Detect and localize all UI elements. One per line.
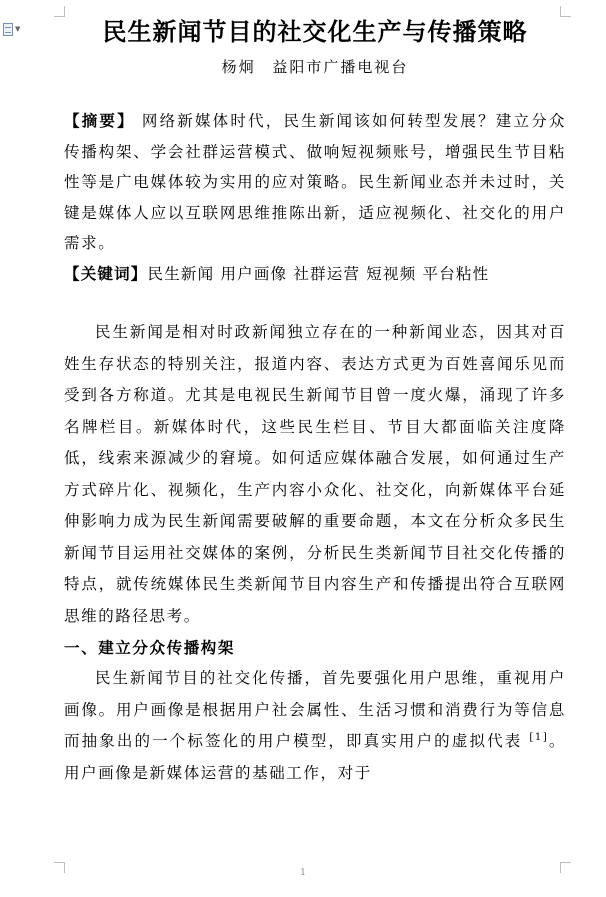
section-text-part-2: 。用户画像是新媒体运营的基础工作，对于	[64, 732, 566, 782]
citation-marker[interactable]: [1]	[529, 732, 549, 743]
intro-paragraph: 民生新闻是相对时政新闻独立存在的一种新闻业态，因其对百姓生存状态的特别关注，报道内容、表达方式更为百姓喜闻乐见而受到各方称道。尤其是电视民生新闻节目曾一度火爆，涌现了许多名牌栏目。新媒体时代，这些民生栏目、节目大都面临关注度降低，线索来源减少的窘境。如何适应媒体融合发展，如何通过生产方式碎片化、视频化，生产内容小众化、社交化，向新媒体平台延伸影响力成为民生新闻需要破解的重要命题，本文在分析众多民生新闻节目运用社交媒体的案例，分析民生类新闻节目社交化传播的特点，就传统媒体民生类新闻节目内容生产和传播提出符合互联网思维的路径思考。	[64, 323, 566, 625]
document-icon	[3, 23, 13, 36]
abstract	[64, 106, 566, 259]
section-text-part-1: 民生新闻节目的社交化传播，首先要强化用户思维，重视用户画像。用户画像是根据用户社会属性、生活习惯和消费行为等信息而抽象出的一个标签化的用户模型，即真实用户的虚拟代表	[64, 669, 566, 750]
keywords	[64, 259, 566, 290]
section-paragraph	[64, 663, 566, 789]
abstract-label: 【摘要】	[64, 111, 135, 130]
byline	[64, 56, 566, 78]
document-page	[64, 10, 566, 789]
keywords-label: 【关键词】	[64, 263, 148, 283]
abstract-text: 网络新媒体时代，民生新闻该如何转型发展？建立分众传播构架、学会社群运营模式、做响短视频账号，增强民生节目粘性等是广电媒体较为实用的应对策略。民生新闻业态并未过时，关键是媒体人应以互联网思维推陈出新，适应视频化、社交化的用户需求。	[64, 112, 566, 252]
document-options-button[interactable]	[3, 22, 25, 36]
author-name: 杨炯	[221, 58, 256, 76]
page-number: 1	[300, 868, 306, 878]
chevron-down-icon: ▼	[15, 24, 21, 33]
keywords-text: 民生新闻 用户画像 社群运营 短视频 平台粘性	[147, 264, 490, 283]
author-affiliation: 益阳市广播电视台	[272, 58, 409, 76]
section-heading: 一、建立分众传播构架	[64, 638, 236, 657]
document-title: 民生新闻节目的社交化生产与传播策略	[102, 17, 528, 46]
